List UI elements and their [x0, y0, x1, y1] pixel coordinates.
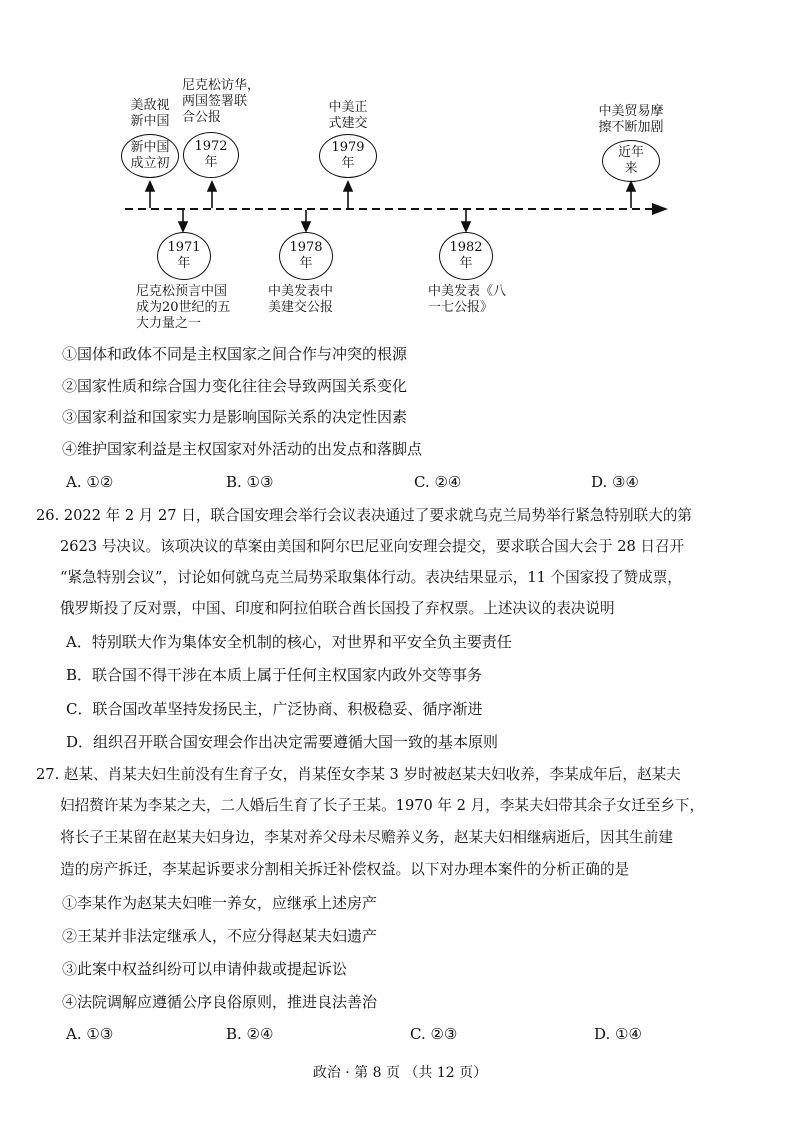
- q27-stem-line-4: 造的房产拆迁，李某起诉要求分割相关拆迁补偿权益。以下对办理本案件的分析正确的是: [60, 861, 630, 878]
- q27-statement-2: ②王某并非法定继承人，不应分得赵某夫妇遗产: [62, 927, 378, 945]
- q27-option-d: D. ①④: [594, 1025, 642, 1043]
- timeline-top-circle-1: 新中国 成立初: [121, 134, 179, 178]
- page-footer: 政治 · 第 8 页 （共 12 页）: [312, 1065, 488, 1081]
- q25-option-a: A. ①②: [66, 473, 114, 491]
- q27-statement-1: ①李某作为赵某夫妇唯一养女，应继承上述房产: [62, 894, 378, 912]
- timeline-bottom-circle-3: 1982 年: [439, 232, 493, 280]
- q26-stem-line-1: 26. 2022 年 2 月 27 日，联合国安理会举行会议表决通过了要求就乌克兰局势举行紧急特别联大的第: [36, 507, 693, 524]
- timeline-bottom-label-2: 中美发表中 美建交公报: [268, 284, 334, 315]
- timeline-top-label-1: 美敌视 新中国: [130, 98, 170, 129]
- timeline-top-label-4: 中美贸易摩 擦不断加剧: [598, 104, 664, 135]
- q26-stem-line-4: 俄罗斯投了反对票，中国、印度和阿拉伯联合酋长国投了弃权票。上述决议的表决说明: [60, 600, 615, 617]
- timeline-bottom-circle-1: 1971 年: [157, 232, 211, 280]
- q25-statement-3: ③国家利益和国家实力是影响国际关系的决定性因素: [62, 408, 408, 426]
- q25-statement-1: ①国体和政体不同是主权国家之间合作与冲突的根源: [62, 345, 408, 363]
- q27-option-a: A. ①③: [66, 1025, 114, 1043]
- q26-option-c: C．联合国改革坚持发扬民主，广泛协商、积极稳妥、循序渐进: [66, 700, 483, 718]
- timeline-graphic: [0, 0, 800, 340]
- timeline-top-label-2: 尼克松访华， 两国签署联 合公报: [182, 78, 261, 125]
- timeline-top-label-3: 中美正 式建交: [328, 100, 368, 131]
- q27-stem-line-1: 27. 赵某、肖某夫妇生前没有生育子女，肖某侄女李某 3 岁时被赵某夫妇收养，李某成年后，赵某夫: [36, 766, 681, 783]
- timeline-bottom-label-3: 中美发表《八 一七公报》: [428, 284, 507, 315]
- q27-option-c: C. ②③: [410, 1025, 458, 1043]
- timeline-top-circle-3: 1979 年: [319, 134, 377, 178]
- q26-stem-line-2: 2623 号决议。该项决议的草案由美国和阿尔巴尼亚向安理会提交，要求联合国大会于 28 日召开: [60, 538, 685, 555]
- timeline-top-circle-4: 近年 来: [602, 140, 660, 182]
- q26-option-d: D．组织召开联合国安理会作出决定需要遵循大国一致的基本原则: [66, 733, 499, 751]
- q25-option-c: C. ②④: [414, 473, 462, 491]
- q25-option-d: D. ③④: [591, 473, 639, 491]
- timeline-bottom-circle-2: 1978 年: [279, 232, 333, 280]
- q26-stem-line-3: “紧急特别会议”，讨论如何就乌克兰局势采取集体行动。表决结果显示，11 个国家投了赞成票，: [60, 569, 682, 586]
- q27-stem-line-3: 将长子王某留在赵某夫妇身边，李某对养父母未尽赡养义务，赵某夫妇相继病逝后，因其生前建: [60, 829, 673, 846]
- timeline-top-circle-2: 1972 年: [183, 132, 239, 178]
- q27-option-b: B. ②④: [226, 1025, 274, 1043]
- q25-statement-4: ④维护国家利益是主权国家对外活动的出发点和落脚点: [62, 440, 423, 458]
- q27-statement-4: ④法院调解应遵循公序良俗原则，推进良法善治: [62, 993, 378, 1011]
- timeline-bottom-label-1: 尼克松预言中国 成为20世纪的五 大力量之一: [136, 284, 231, 331]
- q25-option-b: B. ①③: [226, 473, 274, 491]
- q25-statement-2: ②国家性质和综合国力变化往往会导致两国关系变化: [62, 377, 408, 395]
- q27-statement-3: ③此案中权益纠纷可以申请仲裁或提起诉讼: [62, 960, 348, 978]
- q27-stem-line-2: 妇招赘许某为李某之夫，二人婚后生育了长子王某。1970 年 2 月，李某夫妇带其余子女迁至乡下，: [60, 797, 705, 814]
- q26-option-b: B．联合国不得干涉在本质上属于任何主权国家内政外交等事务: [66, 666, 483, 684]
- timeline-arrowhead: [652, 203, 668, 215]
- q26-option-a: A．特别联大作为集体安全机制的核心，对世界和平安全负主要责任: [66, 633, 512, 651]
